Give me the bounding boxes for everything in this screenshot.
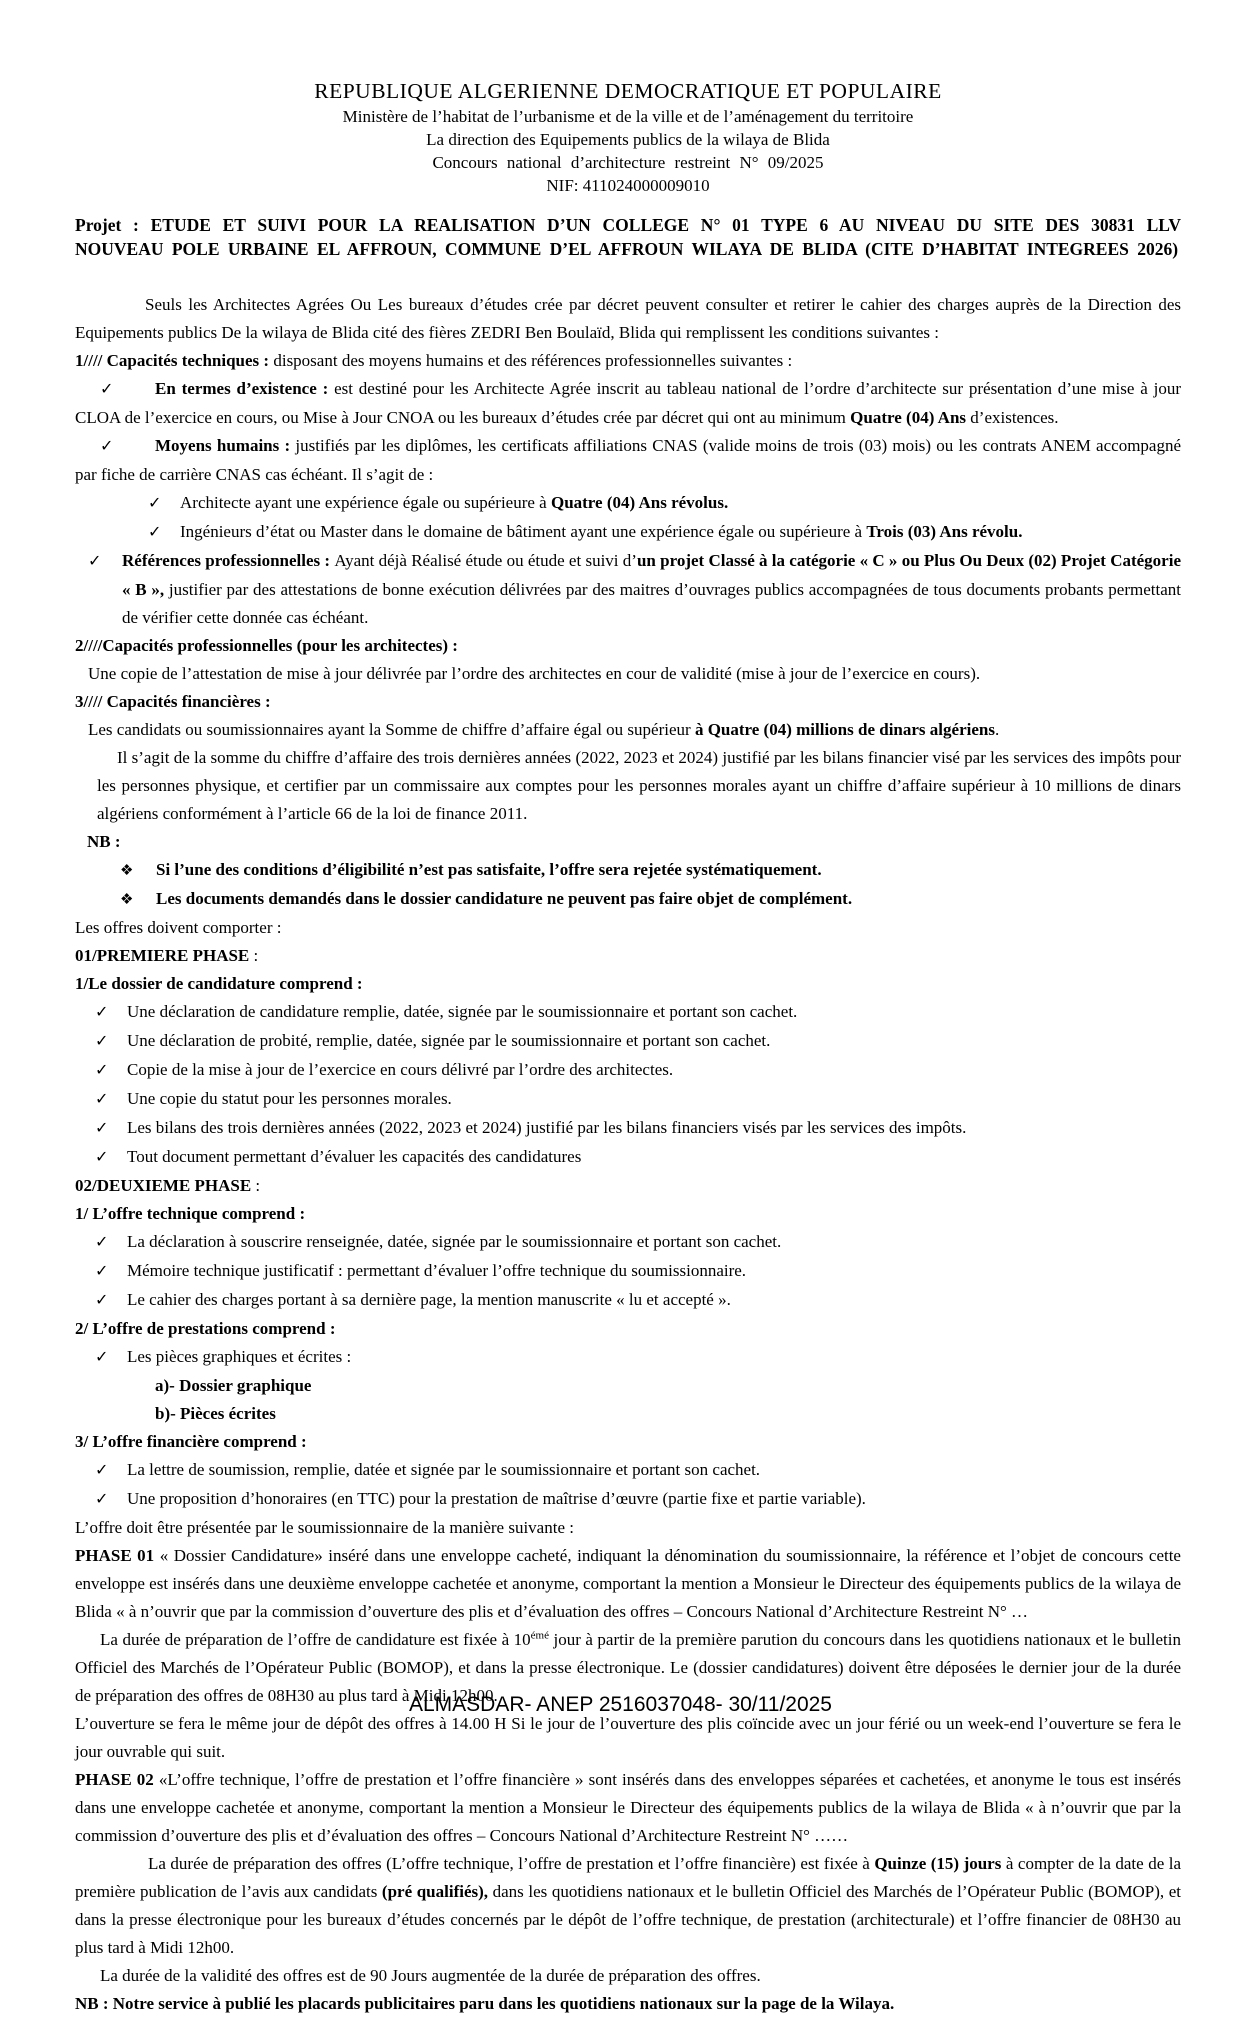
text-run: Références professionnelles :	[122, 551, 335, 570]
text-run: justifiés par les diplômes, les certificats affiliations CNAS (valide moins de trois (03) mois) ou les contrats ANEM accompagné par fiche de carrière CNAS cas échéant. Il s’agit de :	[75, 436, 1182, 484]
paragraph	[75, 1710, 1181, 1766]
text-run: Projet : ETUDE ET SUIVI POUR LA REALISATION D’UN COLLEGE N° 01 TYPE 6 AU NIVEAU DU SITE DES 30831 LLV NOUVEAU POLE URBAINE EL AFFROUN, COMMUNE D’EL AFFROUN WILAYA DE BLIDA (CITE D’HABITAT INTEGREES 2026)	[75, 215, 1181, 259]
text-run: à Quatre (04) millions de dinars algériens	[694, 720, 995, 739]
text-run: 01/PREMIERE PHASE	[75, 946, 250, 965]
text-run: est destiné pour les Architecte Agrée inscrit au tableau national de l’ordre d’architecte sur présentation d’une mise à jour CLOA de l’exercice en cours, ou Mise à Jour CNOA ou les bureaux d’études crée par décret qui ont au minimum	[75, 379, 1181, 427]
text-run: L’offre doit être présentée par le soumissionnaire de la manière suivante :	[75, 1518, 574, 1537]
paragraph	[75, 970, 1181, 998]
text-run: Il s’agit de la somme du chiffre d’affaire des trois dernières années (2022, 2023 et 2024) justifié par les bilans financier visé par les services des impôts pour les personnes physique, et certifier par un commissaire aux comptes pour les personnes morales ayant un chiffre d’affaire supérieur à 10 millions de dinars algériens conformément à l’article 66 de la loi de finance 2011.	[97, 748, 1181, 823]
text-run: Les candidats ou soumissionnaires ayant la Somme de chiffre d’affaire égal ou supérieur	[88, 720, 695, 739]
text-run: La durée de préparation de l’offre de candidature est fixée à 10	[100, 1630, 531, 1649]
paragraph	[75, 1990, 1181, 2018]
bullet-item	[148, 489, 1181, 518]
text-run: En termes d’existence :	[155, 379, 335, 398]
paragraph	[155, 1372, 1181, 1400]
paragraph	[75, 1766, 1181, 1850]
bullet-item	[95, 1143, 1181, 1172]
diamond-icon: ❖	[120, 863, 134, 879]
paragraph	[75, 660, 1181, 688]
text-run: Mémoire technique justificatif : permettant d’évaluer l’offre technique du soumissionnaire.	[127, 1261, 747, 1280]
paragraph	[75, 1200, 1181, 1228]
check-icon: ✓	[148, 524, 162, 541]
paragraph	[75, 1850, 1181, 1962]
check-icon: ✓	[95, 1004, 109, 1021]
project-title	[75, 213, 1181, 261]
text-run: Les documents demandés dans le dossier candidature ne peuvent pas faire objet de complément.	[156, 889, 853, 908]
text-run: 1/ L’offre technique comprend :	[75, 1204, 306, 1223]
check-icon: ✓	[100, 438, 114, 455]
text-run: b)- Pièces écrites	[155, 1404, 276, 1423]
text-run: .	[994, 720, 1000, 739]
text-run: Quatre (04) Ans révolus.	[550, 493, 729, 512]
paragraph	[75, 291, 1181, 347]
bullet-item	[95, 1485, 1181, 1514]
bullet-item	[120, 856, 1181, 885]
paragraph	[75, 1172, 1181, 1200]
text-run: Une proposition d’honoraires (en TTC) pour la prestation de maîtrise d’œuvre (partie fixe et partie variable).	[127, 1489, 866, 1508]
bullet-item	[95, 1228, 1181, 1257]
text-run: Trois (03) Ans révolu.	[866, 522, 1023, 541]
bullet-item	[88, 547, 1181, 632]
text-run: disposant des moyens humains et des références professionnelles suivantes :	[273, 351, 793, 370]
bullet-item	[95, 1056, 1181, 1085]
text-run: d’existences.	[970, 408, 1059, 427]
check-icon: ✓	[95, 1292, 109, 1309]
text-run: Si l’une des conditions d’éligibilité n’est pas satisfaite, l’offre sera rejetée systématiquement.	[156, 860, 822, 879]
text-run: :	[249, 946, 259, 965]
ministry-line: Ministère de l’habitat de l’urbanisme et de la ville et de l’aménagement du territoire	[342, 107, 914, 126]
text-run: Quinze (15) jours	[874, 1854, 1002, 1873]
text-run: un projet Classé à la catégorie « C » ou Plus Ou Deux (02) Projet Catégorie « B »,	[122, 551, 1181, 599]
text-run: NB :	[87, 832, 121, 851]
text-run: Ingénieurs d’état ou Master dans le domaine de bâtiment ayant une expérience égale ou supérieure à	[180, 522, 867, 541]
text-run: 2/ L’offre de prestations comprend :	[75, 1319, 336, 1338]
nif-line: NIF: 411024000009010	[546, 176, 710, 195]
text-run: justifier par des attestations de bonne exécution délivrées par des maitres d’ouvrages publics accompagnées de tous documents probants permettant de vérifier cette donnée cas échéant.	[122, 580, 1181, 627]
document-body	[75, 213, 1181, 2018]
text-run: 02/DEUXIEME PHASE	[75, 1176, 252, 1195]
direction-line: La direction des Equipements publics de la wilaya de Blida	[426, 130, 830, 149]
republic-title: REPUBLIQUE ALGERIENNE DEMOCRATIQUE ET POPULAIRE	[314, 79, 942, 103]
text-run: NB : Notre service à publié les placards publicitaires paru dans les quotidiens nationaux sur la page de la Wilaya.	[75, 1994, 895, 2013]
bullet-item	[95, 1257, 1181, 1286]
bullet-item	[95, 1343, 1181, 1372]
paragraph	[75, 942, 1181, 970]
text-run: Les offres doivent comporter :	[75, 918, 282, 937]
text-run: émé	[530, 1629, 549, 1642]
text-run: :	[251, 1176, 261, 1195]
footer-anep-reference: ALMASDAR- ANEP 2516037048- 30/11/2025	[408, 1693, 832, 1716]
text-run: 1//// Capacités techniques :	[75, 351, 274, 370]
text-run: La déclaration à souscrire renseignée, datée, signée par le soumissionnaire et portant son cachet.	[127, 1232, 782, 1251]
text-run: 1/Le dossier de candidature comprend :	[75, 974, 363, 993]
text-run: 2////Capacités professionnelles (pour les architectes) :	[75, 636, 458, 655]
check-icon: ✓	[95, 1062, 109, 1079]
paragraph	[75, 688, 1181, 716]
bullet-item	[95, 1085, 1181, 1114]
text-run: Tout document permettant d’évaluer les capacités des candidatures	[127, 1147, 582, 1166]
check-icon: ✓	[95, 1234, 109, 1251]
check-icon: ✓	[148, 495, 162, 512]
text-run: Les bilans des trois dernières années (2022, 2023 et 2024) justifié par les bilans financiers visés par les services des impôts.	[127, 1118, 967, 1137]
text-run: «L’offre technique, l’offre de prestation et l’offre financière » sont insérés dans des enveloppes séparées et cachetées, et anonyme le tous est insérés dans une enveloppe cachetée et anonyme, comportant la mention a Monsieur le Directeur des équipements publics de la wilaya de Blida « à n’ouvrir que par la commission d’ouverture des plis et d’évaluation des offres – Concours National d’Architecture Restreint N° ……	[75, 1770, 1181, 1845]
paragraph	[75, 1315, 1181, 1343]
check-icon: ✓	[88, 553, 102, 570]
text-run: Ayant déjà Réalisé étude ou étude et suivi d’	[334, 551, 637, 570]
text-run: Architecte ayant une expérience égale ou supérieure à	[180, 493, 551, 512]
text-run: dans les quotidiens nationaux et le bulletin Officiel des Marchés de l’Opérateur Public (BOMOP), et dans la presse électronique pour les bureaux d’études concernés par le dépôt de l’offre technique, de prestation (architecturale) et l’offre financier de 08H30 au plus tard à Midi 12h00.	[75, 1882, 1181, 1957]
text-run: La durée de la validité des offres est de 90 Jours augmentée de la durée de préparation des offres.	[100, 1966, 761, 1985]
paragraph	[97, 744, 1181, 828]
text-run: Quatre (04) Ans	[850, 408, 971, 427]
text-run: jour à partir de la première parution du concours dans les quotidiens nationaux et le bulletin Officiel des Marchés de l’Opérateur Public (BOMOP), et dans la presse électronique. Le (dossier candidatures) doivent être déposées le dernier jour de la durée de préparation des offres de 08H30 au plus tard à Midi 12h00.	[75, 1630, 1181, 1705]
diamond-icon: ❖	[120, 892, 134, 908]
paragraph	[75, 1962, 1181, 1990]
paragraph	[75, 1542, 1181, 1626]
check-icon: ✓	[95, 1120, 109, 1137]
text-run: L’ouverture se fera le même jour de dépôt des offres à 14.00 H Si le jour de l’ouverture des plis coïncide avec un jour férié ou un week-end l’ouverture se fera le jour ouvrable qui suit.	[75, 1714, 1181, 1761]
bullet-item	[95, 1027, 1181, 1056]
paragraph	[75, 716, 1181, 744]
text-run: La durée de préparation des offres (L’offre technique, l’offre de prestation et l’offre financière) est fixée à	[148, 1854, 875, 1873]
text-run: PHASE 02	[75, 1770, 154, 1789]
paragraph	[75, 1428, 1181, 1456]
text-run: Copie de la mise à jour de l’exercice en cours délivré par l’ordre des architectes.	[127, 1060, 674, 1079]
bullet-item	[95, 998, 1181, 1027]
text-run: Une déclaration de probité, remplie, datée, signée par le soumissionnaire et portant son cachet.	[127, 1031, 771, 1050]
text-run: Le cahier des charges portant à sa dernière page, la mention manuscrite « lu et accepté ».	[127, 1290, 731, 1309]
text-run: La lettre de soumission, remplie, datée et signée par le soumissionnaire et portant son cachet.	[127, 1460, 761, 1479]
bullet-item	[75, 432, 1181, 489]
check-icon: ✓	[95, 1462, 109, 1479]
text-run: (pré qualifiés),	[381, 1882, 489, 1901]
bullet-item	[95, 1456, 1181, 1485]
concours-line: Concours national d’architecture restreint N° 09/2025	[432, 153, 824, 172]
paragraph	[75, 632, 1181, 660]
text-run: Une copie du statut pour les personnes morales.	[127, 1089, 452, 1108]
check-icon: ✓	[95, 1033, 109, 1050]
text-run: PHASE 01	[75, 1546, 155, 1565]
text-run: 3/ L’offre financière comprend :	[75, 1432, 307, 1451]
text-run: Une copie de l’attestation de mise à jour délivrée par l’ordre des architectes en cour de validité (mise à jour de l’exercice en cours).	[88, 664, 981, 683]
check-icon: ✓	[100, 381, 114, 398]
bullet-item	[95, 1114, 1181, 1143]
paragraph	[87, 828, 1181, 856]
text-run: Seuls les Architectes Agrées Ou Les bureaux d’études crée par décret peuvent consulter et retirer le cahier des charges auprès de la Direction des Equipements publics De la wilaya de Blida cité des fières ZEDRI Ben Boulaïd, Blida qui remplissent les conditions suivantes :	[75, 295, 1181, 342]
paragraph	[155, 1400, 1181, 1428]
paragraph	[75, 1514, 1181, 1542]
check-icon: ✓	[95, 1491, 109, 1508]
bullet-item	[120, 885, 1181, 914]
text-run: Une déclaration de candidature remplie, datée, signée par le soumissionnaire et portant son cachet.	[127, 1002, 798, 1021]
text-run: 3//// Capacités financières :	[75, 692, 271, 711]
check-icon: ✓	[95, 1149, 109, 1166]
bullet-item	[75, 375, 1181, 432]
check-icon: ✓	[95, 1091, 109, 1108]
document-header	[75, 78, 1181, 197]
bullet-item	[148, 518, 1181, 547]
paragraph	[75, 914, 1181, 942]
check-icon: ✓	[95, 1263, 109, 1280]
document-content	[75, 78, 1181, 2018]
text-run: Moyens humains :	[155, 436, 296, 455]
text-run: a)- Dossier graphique	[155, 1376, 312, 1395]
text-run: Les pièces graphiques et écrites :	[127, 1347, 352, 1366]
bullet-item	[95, 1286, 1181, 1315]
paragraph	[75, 347, 1181, 375]
check-icon: ✓	[95, 1349, 109, 1366]
text-run: « Dossier Candidature» inséré dans une enveloppe cacheté, indiquant la dénomination du soumissionnaire, la référence et l’objet de concours cette enveloppe est insérés dans une deuxième enveloppe cachetée et anonyme, comportant la mention a Monsieur le Directeur des équipements publics de la wilaya de Blida « à n’ouvrir que par la commission d’ouverture des plis et d’évaluation des offres – Concours National d’Architecture Restreint N° …	[75, 1546, 1181, 1621]
text-run: à compter de la date de la première publication de l’avis aux candidats	[75, 1854, 1182, 1901]
